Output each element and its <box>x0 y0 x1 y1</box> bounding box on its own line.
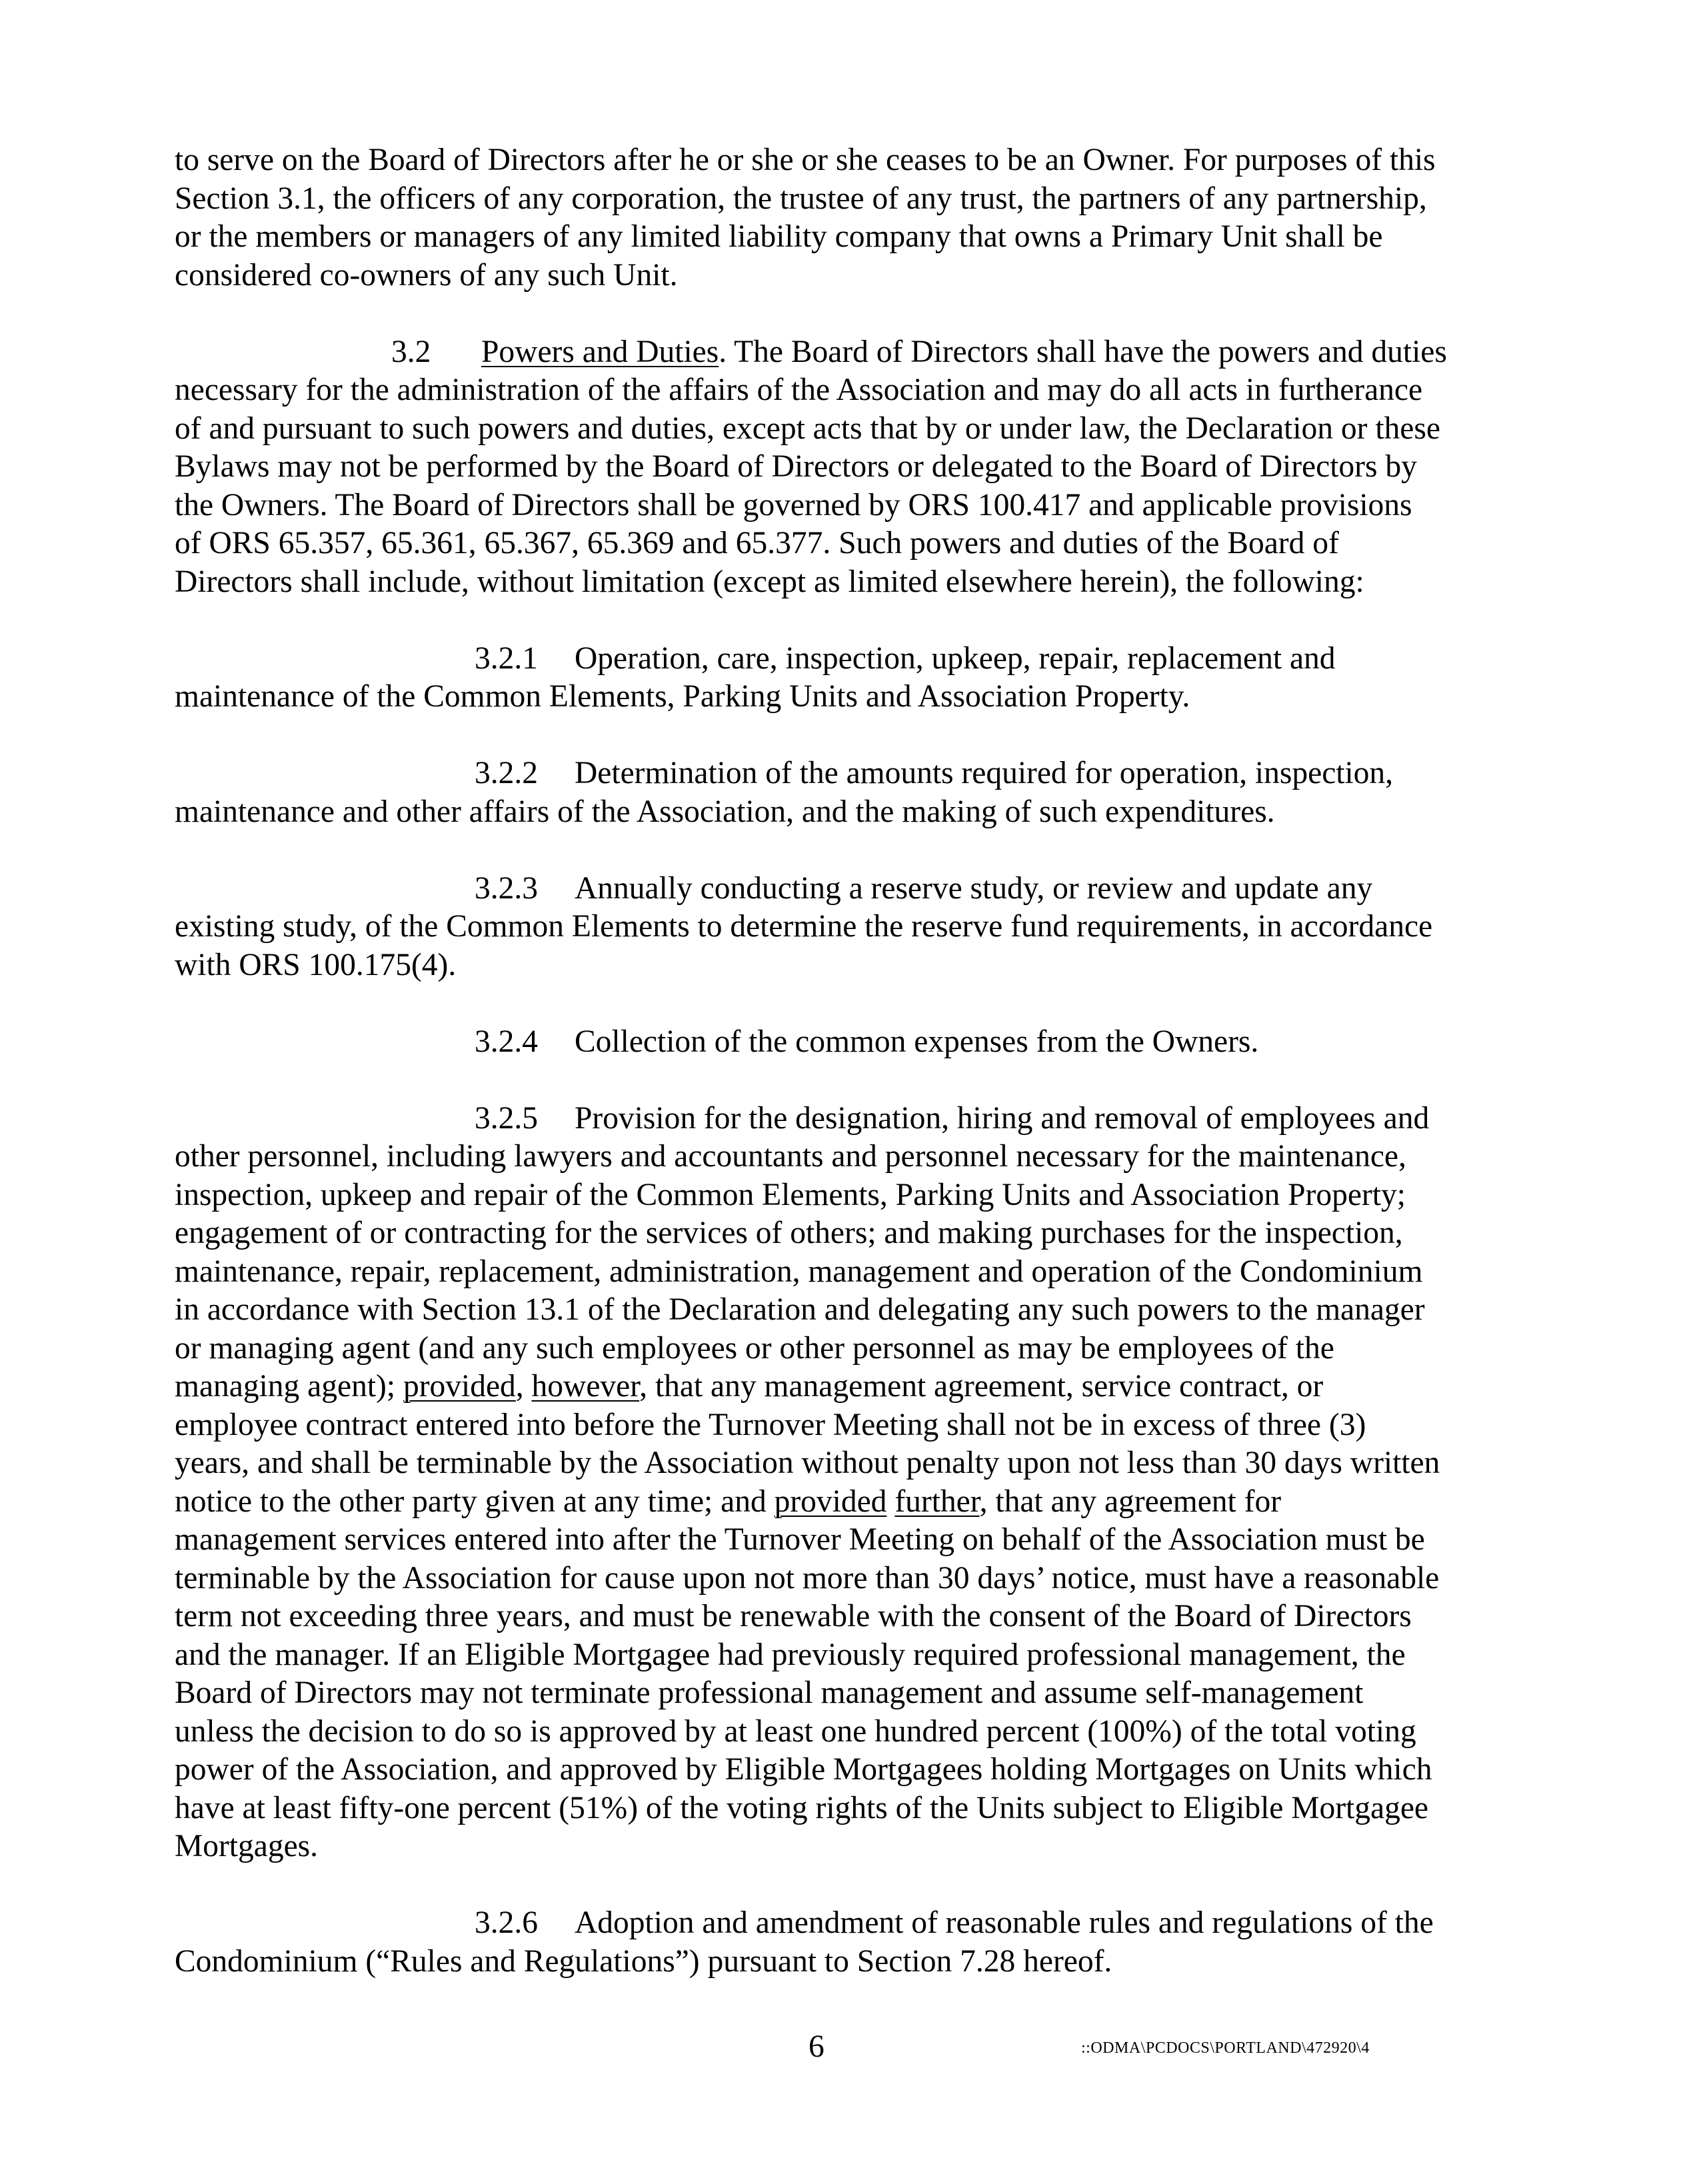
document-id: ::ODMA\PCDOCS\PORTLAND\472920\4 <box>1081 2039 1370 2057</box>
text-line: or managing agent (and any such employees or other personnel as may be employees of the <box>175 1330 1334 1366</box>
text-run: notice to the other party given at any time; and <box>175 1484 775 1519</box>
section-3-2-6 <box>175 1904 1508 1981</box>
underlined-term: further <box>894 1484 980 1519</box>
section-number: 3.2.2 <box>475 756 538 790</box>
text-line: Section 3.1, the officers of any corporation, the trustee of any trust, the partners of any partnership, <box>175 181 1427 216</box>
text-line <box>175 1023 1508 1062</box>
text-line: to serve on the Board of Directors after he or she or she ceases to be an Owner. For purposes of this <box>175 143 1436 177</box>
underlined-term: provided <box>403 1369 516 1404</box>
text-run: Provision for the designation, hiring and removal of employees and <box>575 1100 1430 1136</box>
text-line <box>175 1483 1508 1522</box>
section-number: 3.2.3 <box>475 870 538 906</box>
text-line: Mortgages. <box>175 1829 319 1863</box>
text-run: Adoption and amendment of reasonable rules and regulations of the <box>575 1905 1434 1940</box>
section-3-2 <box>175 333 1508 602</box>
section-3-2-1 <box>175 640 1508 716</box>
text-line <box>175 1100 1508 1138</box>
text-line: Board of Directors may not terminate professional management and assume self-management <box>175 1675 1364 1710</box>
text-line <box>175 1904 1508 1943</box>
text-line: of ORS 65.357, 65.361, 65.367, 65.369 and 65.377. Such powers and duties of the Board of <box>175 526 1339 560</box>
text-line: in accordance with Section 13.1 of the Declaration and delegating any such powers to the manager <box>175 1292 1425 1327</box>
text-run: , that any management agreement, service contract, or <box>639 1369 1324 1404</box>
underlined-term: provided <box>774 1484 887 1519</box>
text-line: maintenance of the Common Elements, Parking Units and Association Property. <box>175 679 1190 714</box>
text-run: . The Board of Directors shall have the powers and duties <box>719 334 1447 369</box>
text-line <box>175 1368 1508 1406</box>
section-3-2-2 <box>175 754 1508 831</box>
underlined-term: however <box>531 1369 640 1404</box>
text-line <box>175 870 1508 908</box>
text-line: considered co-owners of any such Unit. <box>175 257 678 293</box>
page-number: 6 <box>809 2029 825 2064</box>
text-run: Collection of the common expenses from the Owners. <box>575 1024 1259 1059</box>
paragraph-continuation <box>175 141 1508 295</box>
text-line: inspection, upkeep and repair of the Common Elements, Parking Units and Association Property; <box>175 1177 1406 1212</box>
text-line: engagement of or contracting for the services of others; and making purchases for the inspection, <box>175 1216 1403 1250</box>
section-number: 3.2 <box>391 334 431 369</box>
text-line: management services entered into after the Turnover Meeting on behalf of the Association must be <box>175 1522 1425 1557</box>
document-body <box>175 141 1508 2019</box>
text-line: have at least fifty-one percent (51%) of the voting rights of the Units subject to Eligible Mortgagee <box>175 1790 1428 1825</box>
text-run <box>886 1484 894 1519</box>
text-line: or the members or managers of any limited liability company that owns a Primary Unit shall be <box>175 219 1383 254</box>
section-number: 3.2.4 <box>475 1024 538 1059</box>
text-line: unless the decision to do so is approved by at least one hundred percent (100%) of the total voting <box>175 1713 1416 1749</box>
text-line <box>175 333 1508 372</box>
text-run: , <box>515 1369 532 1404</box>
section-3-2-5 <box>175 1100 1508 1866</box>
text-line: existing study, of the Common Elements to determine the reserve fund requirements, in accordance <box>175 909 1433 944</box>
section-heading: Powers and Duties <box>481 334 719 369</box>
text-line: years, and shall be terminable by the Association without penalty upon not less than 30 days written <box>175 1446 1440 1480</box>
section-3-2-4 <box>175 1023 1508 1062</box>
text-line: maintenance, repair, replacement, administration, management and operation of the Condominium <box>175 1254 1423 1289</box>
text-line: terminable by the Association for cause upon not more than 30 days’ notice, must have a reasonable <box>175 1560 1440 1596</box>
text-run: , that any agreement for <box>979 1484 1282 1519</box>
text-run: Annually conducting a reserve study, or review and update any <box>575 870 1373 906</box>
text-run: Operation, care, inspection, upkeep, repair, replacement and <box>575 640 1336 676</box>
section-number: 3.2.1 <box>475 640 538 676</box>
text-line: with ORS 100.175(4). <box>175 947 457 982</box>
text-line: term not exceeding three years, and must be renewable with the consent of the Board of Directors <box>175 1599 1412 1634</box>
text-run: Determination of the amounts required for operation, inspection, <box>575 756 1394 790</box>
text-line <box>175 754 1508 793</box>
text-line: necessary for the administration of the affairs of the Association and may do all acts in furtherance <box>175 373 1423 407</box>
text-line: other personnel, including lawyers and accountants and personnel necessary for the maintenance, <box>175 1139 1406 1174</box>
text-line: of and pursuant to such powers and duties, except acts that by or under law, the Declaration or these <box>175 411 1440 446</box>
text-line: maintenance and other affairs of the Association, and the making of such expenditures. <box>175 794 1275 829</box>
text-line <box>175 640 1508 678</box>
text-line: power of the Association, and approved by Eligible Mortgagees holding Mortgages on Units which <box>175 1752 1432 1787</box>
text-line: Condominium (“Rules and Regulations”) pursuant to Section 7.28 hereof. <box>175 1943 1112 1979</box>
section-number: 3.2.6 <box>475 1905 538 1940</box>
text-line: Bylaws may not be performed by the Board of Directors or delegated to the Board of Directors by <box>175 449 1417 484</box>
text-line: Directors shall include, without limitation (except as limited elsewhere herein), the following: <box>175 564 1364 599</box>
section-3-2-3 <box>175 870 1508 985</box>
text-line: employee contract entered into before the Turnover Meeting shall not be in excess of three (3) <box>175 1407 1366 1442</box>
text-run: managing agent); <box>175 1369 403 1404</box>
text-line: the Owners. The Board of Directors shall be governed by ORS 100.417 and applicable provisions <box>175 487 1412 523</box>
section-number: 3.2.5 <box>475 1100 538 1136</box>
text-line: and the manager. If an Eligible Mortgagee had previously required professional management, the <box>175 1637 1406 1672</box>
